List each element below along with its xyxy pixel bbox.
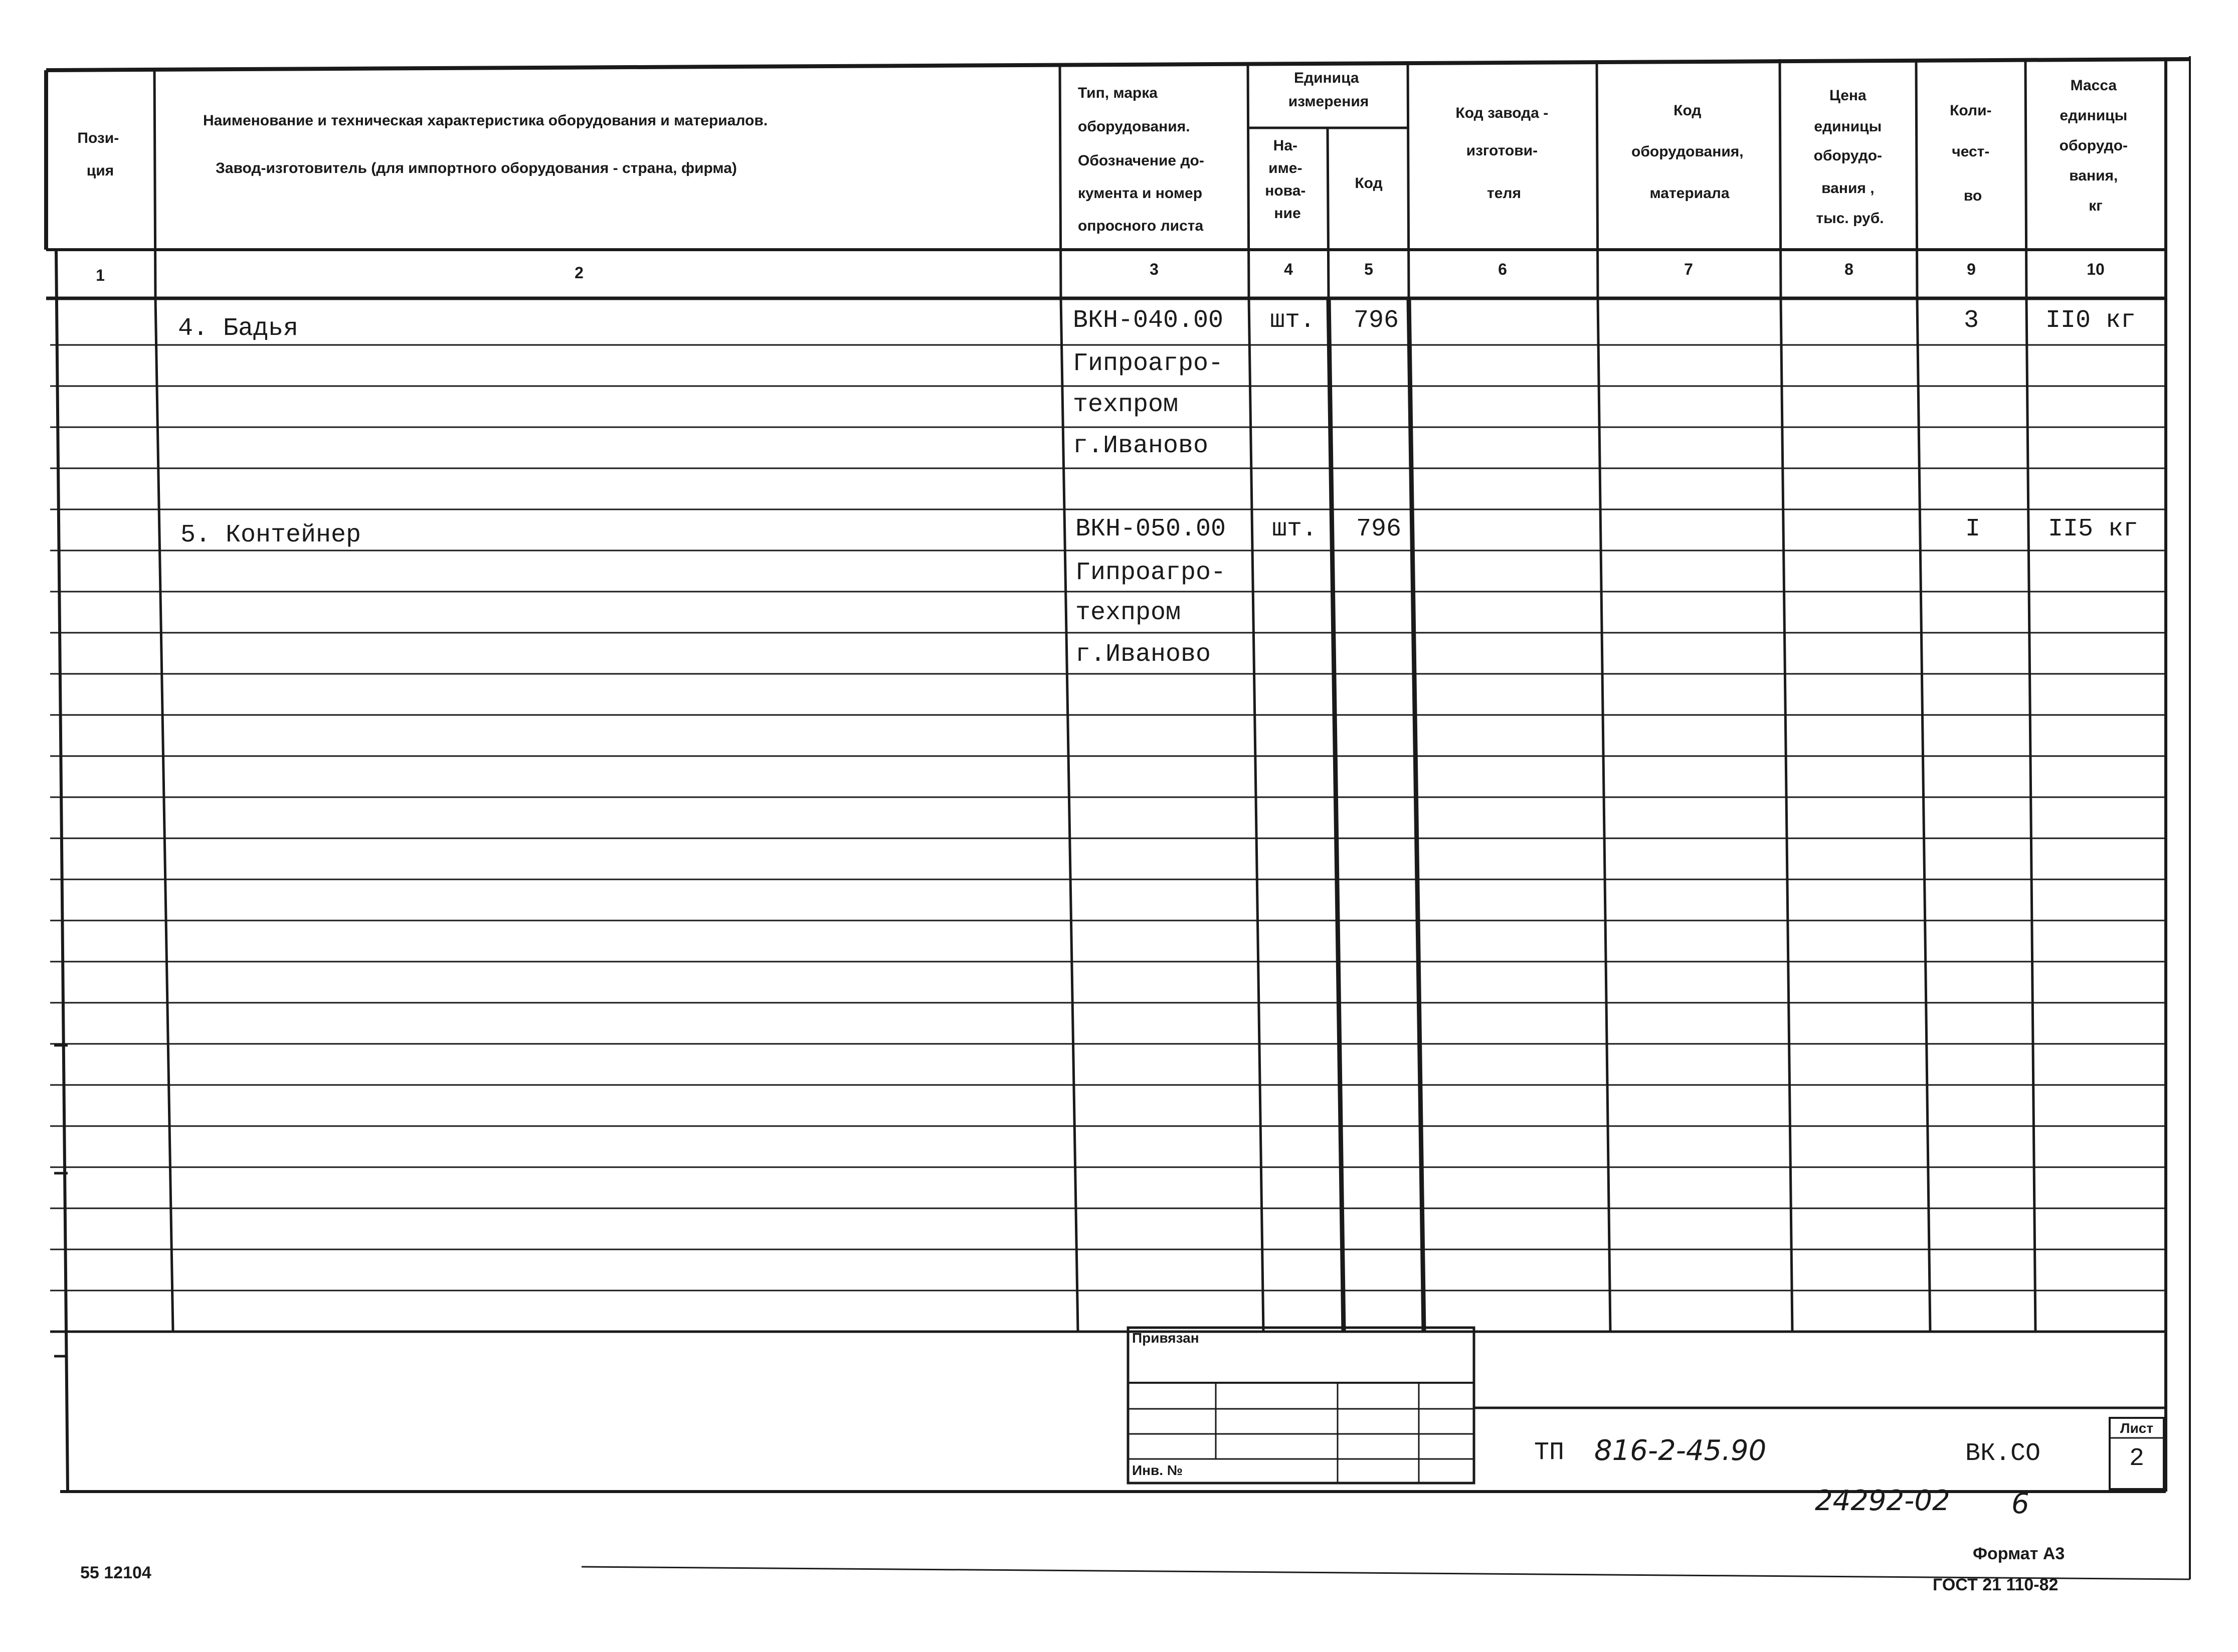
column-number: 5 xyxy=(1364,260,1373,278)
bound-label: Привязан xyxy=(1132,1330,1199,1346)
item-mass: II5 кг xyxy=(2048,515,2139,543)
document-number: 816-2-45.90 xyxy=(1594,1434,1767,1467)
header-position-line: ция xyxy=(86,162,114,179)
header-unit-code-line: Код xyxy=(1355,175,1383,192)
item-doc-line: ВКН-050.00 xyxy=(1075,515,1226,543)
column-number: 10 xyxy=(2087,260,2105,278)
column-number: 7 xyxy=(1684,260,1693,278)
item-mass: II0 кг xyxy=(2045,306,2136,335)
header-unit-price xyxy=(1814,87,1887,227)
header-type-line: оборудования. xyxy=(1078,118,1190,135)
header-unit-group-line: Единица xyxy=(1294,70,1359,86)
item-unit-code: 796 xyxy=(1353,306,1399,335)
header-unit-mass-line: кг xyxy=(2089,198,2103,214)
sheet-label: Лист xyxy=(2120,1420,2154,1436)
header-name xyxy=(203,112,772,176)
header-quantity-line: Коли- xyxy=(1950,102,1992,119)
header-unit-price-line: единицы xyxy=(1814,118,1882,135)
header-equipment-code-line: материала xyxy=(1649,185,1730,202)
archive-page: 6 xyxy=(2011,1488,2029,1520)
header-type-line: кумента и номер xyxy=(1078,185,1203,202)
item-doc-line: техпром xyxy=(1073,391,1179,419)
header-unit-group xyxy=(1288,70,1369,110)
sheet-number: 2 xyxy=(2129,1444,2145,1473)
header-position xyxy=(77,130,123,179)
header-unit-price-line: вания , xyxy=(1821,180,1875,197)
header-unit-group-line: измерения xyxy=(1288,93,1369,110)
column-numbers-row xyxy=(96,260,2105,284)
inventory-number-label: Инв. № xyxy=(1132,1462,1183,1478)
item-unit: шт. xyxy=(1269,306,1316,335)
header-unit-code xyxy=(1355,175,1382,192)
header-type-line: опросного листа xyxy=(1078,218,1204,234)
header-unit-name-line: ние xyxy=(1274,205,1301,222)
column-number: 1 xyxy=(96,266,105,284)
header-unit-name-line: На- xyxy=(1273,137,1297,154)
archive-number: 24292-02 xyxy=(1815,1485,1950,1517)
header-equipment-code-line: Код xyxy=(1673,102,1702,119)
column-number: 9 xyxy=(1967,260,1976,278)
header-unit-mass xyxy=(2060,77,2132,214)
header-equipment-code-line: оборудования, xyxy=(1631,143,1744,160)
column-number: 2 xyxy=(575,264,584,282)
item-quantity: I xyxy=(1965,515,1981,543)
header-quantity xyxy=(1950,102,1996,204)
header-position-line: Пози- xyxy=(77,130,119,146)
header-unit-name-line: име- xyxy=(1268,160,1302,176)
footer-left-code: 55 12104 xyxy=(80,1563,151,1582)
header-unit-mass-line: вания, xyxy=(2069,167,2118,184)
item-name: 4. Бадья xyxy=(178,314,299,343)
column-number: 8 xyxy=(1844,260,1853,278)
item-doc-line: ВКН-040.00 xyxy=(1073,306,1224,335)
footer-format: Формат А3 xyxy=(1973,1544,2065,1563)
item-doc-line: Гипроагро- xyxy=(1073,349,1224,378)
column-number: 4 xyxy=(1284,260,1293,278)
column-number: 3 xyxy=(1150,260,1159,278)
header-unit-price-line: оборудо- xyxy=(1813,147,1883,164)
header-name-line: Завод-изготовитель (для импортного оборудования - страна, фирма) xyxy=(216,160,737,176)
document-mark: ВК.СО xyxy=(1965,1439,2041,1468)
header-unit-name xyxy=(1265,137,1310,222)
header-quantity-line: чест- xyxy=(1952,143,1990,160)
item-doc-line: г.Иваново xyxy=(1073,432,1209,460)
item-name: 5. Контейнер xyxy=(180,521,361,549)
header-name-line: Наименование и техническая характеристика оборудования и материалов. xyxy=(203,112,768,129)
item-doc-line: Гипроагро- xyxy=(1075,559,1226,587)
header-type-line: Обозначение до- xyxy=(1078,152,1204,169)
sheet-frame xyxy=(46,56,2190,1579)
header-plant-code xyxy=(1455,105,1552,202)
header-quantity-line: во xyxy=(1963,188,1982,204)
item-doc-line: техпром xyxy=(1075,599,1181,627)
column-number: 6 xyxy=(1498,260,1507,278)
header-type-line: Тип, марка xyxy=(1078,85,1158,101)
header-unit-mass-line: Масса xyxy=(2070,77,2117,94)
header-unit-name-line: нова- xyxy=(1265,182,1306,199)
header-unit-mass-line: единицы xyxy=(2060,107,2128,124)
item-quantity: 3 xyxy=(1963,306,1979,335)
header-plant-code-line: теля xyxy=(1487,185,1521,202)
item-doc-line: г.Иваново xyxy=(1075,640,1211,669)
column-headers xyxy=(77,70,2132,234)
header-unit-price-line: Цена xyxy=(1829,87,1867,104)
header-equipment-code xyxy=(1631,102,1748,202)
item-unit: шт. xyxy=(1271,515,1318,543)
item-unit-code: 796 xyxy=(1356,515,1402,543)
header-type xyxy=(1078,85,1208,234)
doc-prefix: ТП xyxy=(1534,1438,1565,1467)
header-plant-code-line: Код завода - xyxy=(1455,105,1549,121)
table-row-item-4 xyxy=(178,306,2136,460)
header-unit-price-line: тыс. руб. xyxy=(1816,210,1884,227)
header-unit-mass-line: оборудо- xyxy=(2059,137,2128,154)
footer-gost: ГОСТ 21 110-82 xyxy=(1933,1575,2059,1594)
header-plant-code-line: изготови- xyxy=(1466,142,1538,159)
